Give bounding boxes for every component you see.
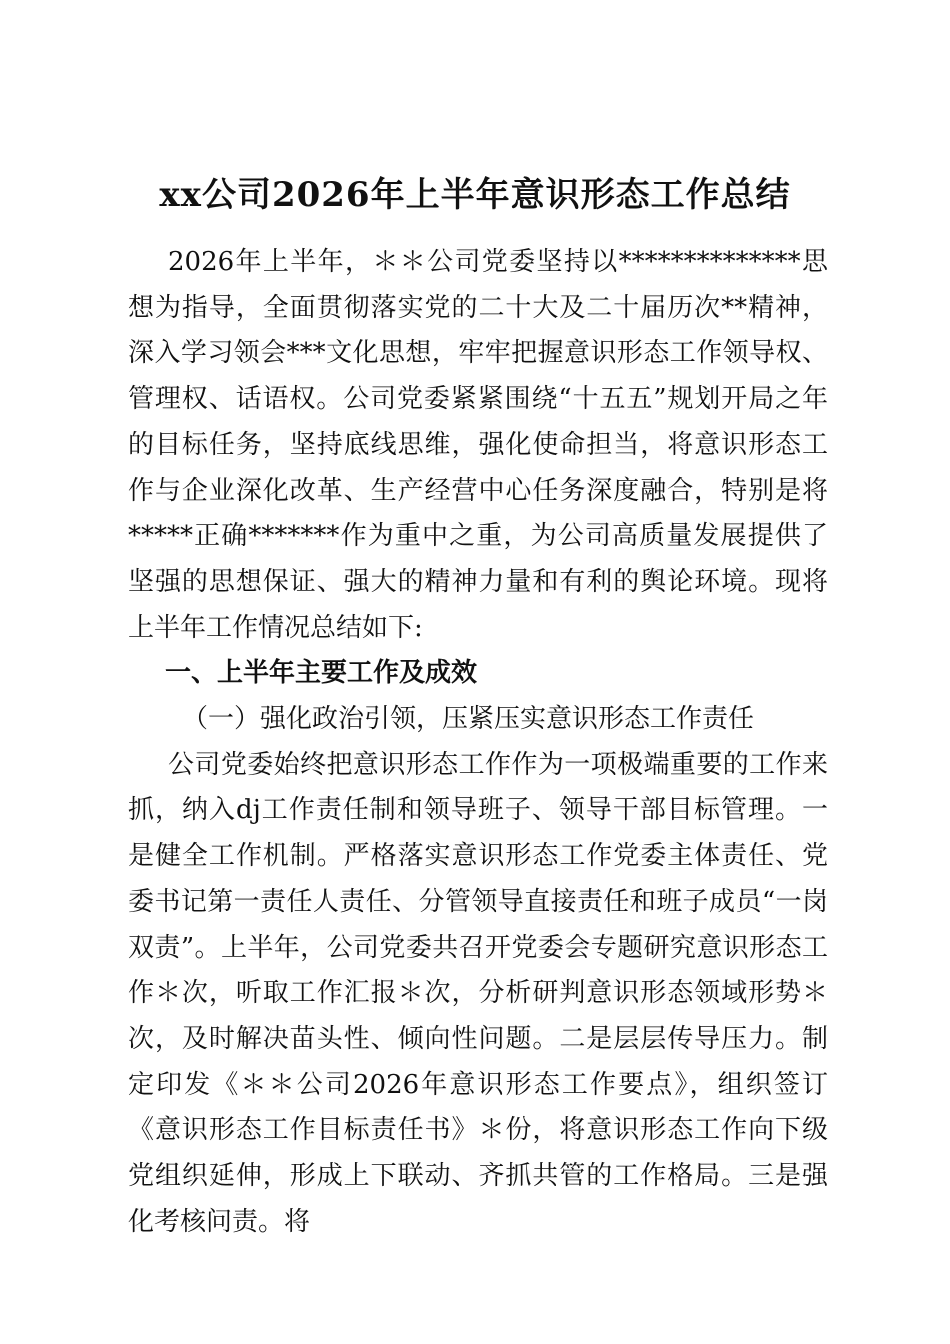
body-paragraph: 公司党委始终把意识形态工作作为一项极端重要的工作来抓，纳入dj工作责任制和领导班子、领导干部目标管理。一是健全工作机制。严格落实意识形态工作党委主体责任、党委书记第一责任人责任、分管领导直接责任和班子成员“一岗双责”。上半年，公司党委共召开党委会专题研究意识形态工作＊次，听取工作汇报＊次，分析研判意识形态领域形势＊次，及时解决苗头性、倾向性问题。二是层层传导压力。制定印发《＊＊公司2026年意识形态工作要点》，组织签订《意识形态工作目标责任书》＊份，将意识形态工作向下级党组织延伸，形成上下联动、齐抓共管的工作格局。三是强化考核问责。将: [128, 749, 828, 1237]
subsection-heading: （一）强化政治引领，压紧压实意识形态工作责任: [182, 704, 755, 735]
intro-paragraph: 2026年上半年，＊＊公司党委坚持以**************思想为指导，全面贯彻落实党的二十大及二十届历次**精神，深入学习领会***文化思想，牢牢把握意识形态工作领导权、管理权、话语权。公司党委紧紧围绕“十五五”规划开局之年的目标任务，坚持底线思维，强化使命担当，将意识形态工作与企业深化改革、生产经营中心任务深度融合，特别是将*****正确*******作为重中之重，为公司高质量发展提供了坚强的思想保证、强大的精神力量和有利的舆论环境。现将上半年工作情况总结如下:: [128, 247, 828, 643]
section-heading: 一、上半年主要工作及成效: [165, 658, 478, 689]
document-title: xx公司2026年上半年意识形态工作总结: [159, 175, 791, 215]
document-body: [128, 240, 828, 1245]
